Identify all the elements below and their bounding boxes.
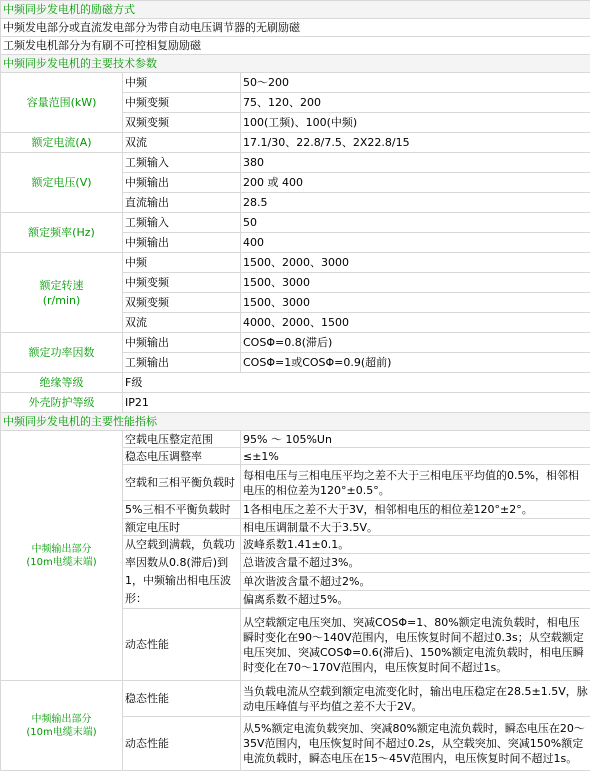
- category-label: [1, 153, 123, 213]
- value-cell: 从空载额定电压突加、突减COSΦ=1、80%额定电流负载时，相电压瞬时变化在90～140V范围内，电压恢复时间不超过0.3s；从空载额定电压突加、突减COSΦ=0.6(滞后)、150%额定电流负载时，相电压瞬时变化在70～170V范围内，电压恢复时间不超过1s。: [241, 609, 590, 681]
- value-cell: 每相电压与三相电压平均之差不大于三相电压平均值的0.5%，相邻相电压的相位差为120°±0.5°。: [241, 465, 590, 501]
- subcategory-cell: 稳态性能: [123, 681, 241, 717]
- value-cell: COSΦ=1或COSΦ=0.9(超前): [241, 353, 590, 373]
- value-cell: 50: [241, 213, 590, 233]
- subcategory-cell: 直流输出: [123, 193, 241, 213]
- category-label: [1, 373, 123, 393]
- category-text: 中频输出部分: [31, 713, 92, 725]
- subcategory-cell: 中频: [123, 253, 241, 273]
- subcategory-cell: 额定电压时: [123, 519, 241, 536]
- value-cell: 75、120、200: [241, 93, 590, 113]
- value-cell: 380: [241, 153, 590, 173]
- subcategory-cell: 从空载到满载，负载功率因数从0.8(滞后)到1，中频输出相电压波形：: [123, 536, 241, 609]
- category-text: 额定频率(Hz): [28, 226, 95, 239]
- category-label: [1, 393, 123, 413]
- subcategory-cell: 双流: [123, 133, 241, 153]
- category-text: 额定功率因数: [28, 346, 95, 359]
- value-cell: 偏离系数不超过5%。: [241, 590, 590, 608]
- value-cell: 1500、3000: [241, 273, 590, 293]
- value-cell: 1500、3000: [241, 293, 590, 313]
- category-unit: (r/min): [42, 293, 81, 307]
- value-cell: ≤±1%: [241, 448, 590, 465]
- category-label: [1, 213, 123, 253]
- table-row: [1, 213, 590, 233]
- category-text: 额定转速: [39, 278, 84, 292]
- value-cell: IP21: [123, 393, 590, 413]
- section-title: 中频同步发电机的励磁方式: [1, 1, 590, 19]
- table-row: [1, 413, 590, 431]
- value-cell: 1500、2000、3000: [241, 253, 590, 273]
- value-cell: 200 或 400: [241, 173, 590, 193]
- value-cell: 单次谐波含量不超过2%。: [241, 572, 590, 590]
- description-text: 中频发电部分或直流发电部分为带自动电压调节器的无刷励磁: [1, 19, 590, 37]
- subcategory-cell: 中频输出: [123, 333, 241, 353]
- value-cell: 4000、2000、1500: [241, 313, 590, 333]
- value-cell: 28.5: [241, 193, 590, 213]
- category-label: [1, 333, 123, 373]
- subcategory-cell: 双频变频: [123, 293, 241, 313]
- category-unit: (10m电缆末端): [26, 726, 97, 738]
- subcategory-cell: 工频输入: [123, 153, 241, 173]
- table-row: [1, 333, 590, 353]
- value-cell: 波峰系数1.41±0.1。: [241, 536, 590, 554]
- subcategory-cell: 空载电压整定范围: [123, 431, 241, 448]
- table-row: [1, 55, 590, 73]
- category-unit: (10m电缆末端): [26, 556, 97, 568]
- table-row: [1, 393, 590, 413]
- category-label: [1, 681, 123, 771]
- table-row: [1, 37, 590, 55]
- subcategory-cell: 双频变频: [123, 113, 241, 133]
- value-cell: COSΦ=0.8(滞后): [241, 333, 590, 353]
- description-text: 工频发电机部分为有刷不可控相复励励磁: [1, 37, 590, 55]
- subcategory-cell: 中频输出: [123, 173, 241, 193]
- category-text: 额定电流(A): [31, 136, 92, 149]
- category-text: 绝缘等级: [39, 376, 84, 389]
- table-row: [1, 153, 590, 173]
- value-cell: 1各相电压之差不大于3V，相邻相电压的相位差120°±2°。: [241, 501, 590, 519]
- category-text: 额定电压(V): [31, 176, 92, 189]
- subcategory-cell: 动态性能: [123, 609, 241, 681]
- table-row: [1, 253, 590, 273]
- subcategory-cell: 空载和三相平衡负载时: [123, 465, 241, 501]
- table-row: [1, 1, 590, 19]
- category-text: 中频输出部分: [31, 543, 92, 555]
- section-title: 中频同步发电机的主要性能指标: [1, 413, 590, 431]
- subcategory-cell: 中频变频: [123, 93, 241, 113]
- category-label: [1, 253, 123, 333]
- table-row: [1, 19, 590, 37]
- value-cell: 相电压调制量不大于3.5V。: [241, 519, 590, 536]
- subcategory-cell: 中频: [123, 73, 241, 93]
- value-cell: 95% ～ 105%Un: [241, 431, 590, 448]
- value-cell: 当负载电流从空载到额定电流变化时，输出电压稳定在28.5±1.5V，脉动电压峰值与平均值之差不大于2V。: [241, 681, 590, 717]
- subcategory-cell: 双流: [123, 313, 241, 333]
- subcategory-cell: 5%三相不平衡负载时: [123, 501, 241, 519]
- category-label: [1, 73, 123, 133]
- section-title: 中频同步发电机的主要技术参数: [1, 55, 590, 73]
- value-cell: 100(工频)、100(中频): [241, 113, 590, 133]
- table-row: [1, 73, 590, 93]
- value-cell: 17.1/30、22.8/7.5、2X22.8/15: [241, 133, 590, 153]
- subcategory-cell: 中频输出: [123, 233, 241, 253]
- category-label: [1, 431, 123, 681]
- table-row: [1, 681, 590, 717]
- value-cell: 50～200: [241, 73, 590, 93]
- category-label: [1, 133, 123, 153]
- subcategory-cell: 稳态电压调整率: [123, 448, 241, 465]
- table-row: [1, 133, 590, 153]
- subcategory-cell: 动态性能: [123, 717, 241, 771]
- subcategory-cell: 工频输入: [123, 213, 241, 233]
- subcategory-cell: 工频输出: [123, 353, 241, 373]
- value-cell: 总谐波含量不超过3%。: [241, 554, 590, 572]
- value-cell: 400: [241, 233, 590, 253]
- table-row: [1, 431, 590, 448]
- value-cell: F级: [123, 373, 590, 393]
- category-text: 外壳防护等级: [28, 396, 95, 409]
- category-text: 容量范围(kW): [26, 96, 97, 109]
- subcategory-cell: 中频变频: [123, 273, 241, 293]
- table-row: [1, 373, 590, 393]
- value-cell: 从5%额定电流负载突加、突减80%额定电流负载时，瞬态电压在20～35V范围内，电压恢复时间不超过0.2s，从空载突加、突减150%额定电流负载时，瞬态电压在15～45V范围内，电压恢复时间不超过1s。: [241, 717, 590, 771]
